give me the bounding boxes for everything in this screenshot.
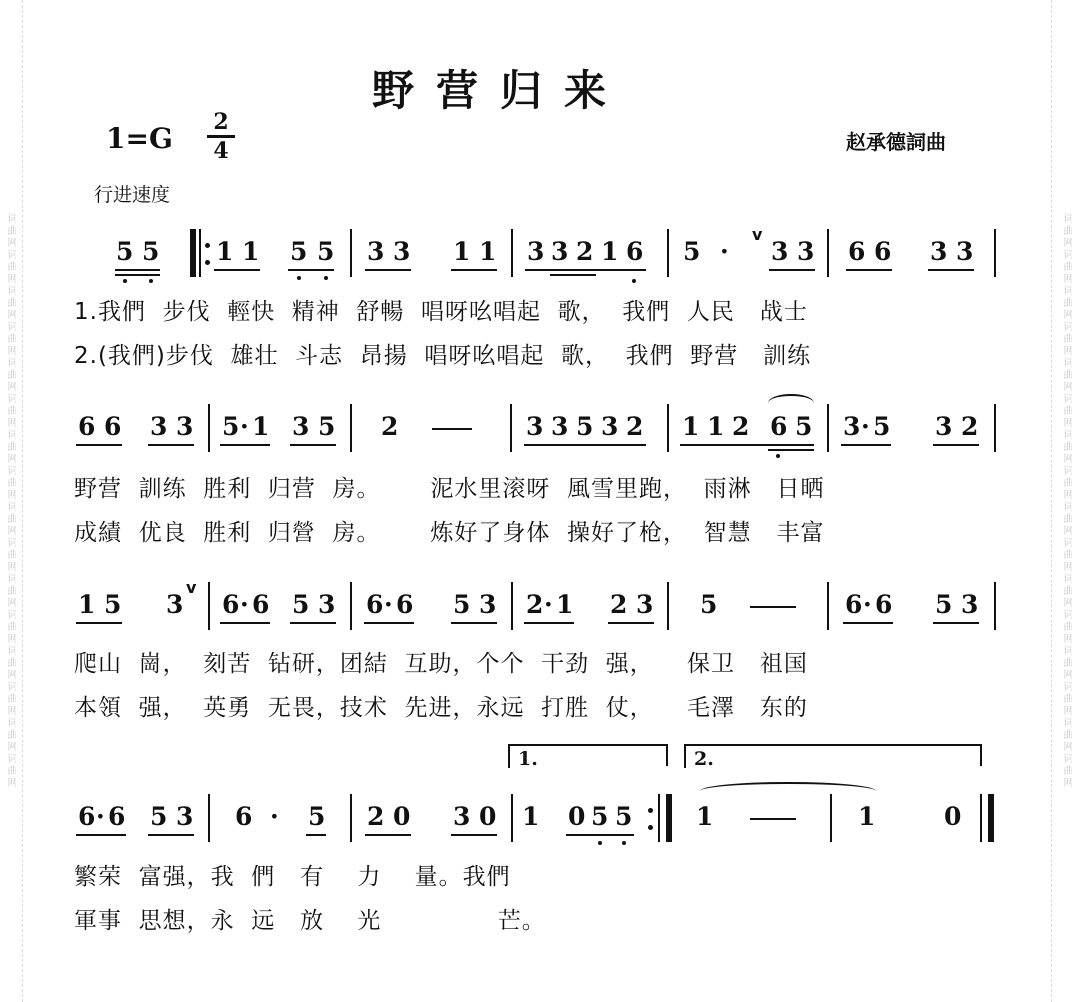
- note: 6: [252, 590, 270, 619]
- lyrics-s3-v1: 爬山 崗， 刻苦 钻研，团結 互助，个个 干劲 强， 保卫 祖国: [74, 651, 808, 677]
- second-ending-label: 2.: [694, 748, 714, 770]
- watermark-right: 词曲网词曲网词曲网词曲网词曲网词曲网词曲网词曲网词曲网词曲网词曲网词曲网词曲网词曲网词曲网词曲网: [1061, 213, 1072, 789]
- underline: [220, 622, 270, 624]
- barline: [511, 794, 513, 842]
- lyrics-s4-v2: 軍事 思想，永 远 放 光 芒。: [74, 908, 546, 934]
- note: 6: [235, 802, 253, 831]
- note: 5: [104, 590, 122, 619]
- note-dot: ·: [240, 590, 249, 619]
- note: 1: [522, 802, 540, 831]
- underline: [524, 444, 646, 446]
- note: 2: [626, 412, 644, 441]
- note: 3: [526, 412, 544, 441]
- underline: [290, 622, 336, 624]
- note: 0: [393, 802, 411, 831]
- barline: [994, 404, 996, 452]
- underline: [846, 269, 892, 271]
- note: 1: [601, 237, 619, 266]
- repeat-dot: [648, 808, 653, 813]
- barline: [667, 582, 669, 630]
- underline: [220, 444, 270, 446]
- barline: [980, 794, 982, 842]
- note: 5: [615, 802, 633, 831]
- note: 6: [875, 590, 893, 619]
- note: 5: [308, 802, 326, 831]
- note: 5: [318, 412, 336, 441]
- note: 6: [770, 412, 788, 441]
- note: 3: [843, 412, 861, 441]
- repeat-start: [190, 229, 196, 277]
- barline: [510, 404, 512, 452]
- note: 2: [961, 412, 979, 441]
- note: 1: [242, 237, 260, 266]
- note: 5: [591, 802, 609, 831]
- low-dot: [776, 454, 780, 458]
- barline: [350, 404, 352, 452]
- barline: [658, 794, 660, 842]
- note: 6: [396, 590, 414, 619]
- barline: [830, 794, 832, 842]
- underline: [933, 444, 979, 446]
- note: 1: [696, 802, 714, 831]
- lyrics-s2-v1: 野营 訓练 胜利 归营 房。 泥水里滚呀 風雪里跑， 雨淋 日晒: [74, 476, 825, 502]
- sustain-dash: [432, 428, 472, 430]
- staff-line-3: [70, 578, 1005, 638]
- tie: [700, 782, 876, 800]
- underline: [524, 622, 574, 624]
- note: 1: [78, 590, 96, 619]
- note-dot: ·: [863, 590, 872, 619]
- underline: [115, 269, 160, 271]
- barline: [667, 404, 669, 452]
- barline: [350, 229, 352, 277]
- note: 5: [142, 237, 160, 266]
- lyrics-s4-v1: 繁荣 富强，我 們 有 力 量。我們: [74, 864, 511, 890]
- note: 5: [576, 412, 594, 441]
- underline: [76, 834, 126, 836]
- note: 6: [626, 237, 644, 266]
- underline: [364, 622, 414, 624]
- underline: [148, 834, 194, 836]
- note: 6: [366, 590, 384, 619]
- lyrics-s3-v2: 本領 强， 英勇 无畏，技术 先进，永远 打胜 仗， 毛澤 东的: [74, 695, 808, 721]
- note: 3: [176, 412, 194, 441]
- low-dot: [632, 279, 636, 283]
- note: 6: [845, 590, 863, 619]
- underline: [843, 622, 893, 624]
- note: 5: [290, 237, 308, 266]
- key-signature: 1=G: [106, 122, 173, 155]
- final-barline: [988, 794, 994, 842]
- note: 3: [453, 802, 471, 831]
- underline: [451, 269, 497, 271]
- underline: [306, 834, 326, 836]
- note: 5: [683, 237, 701, 266]
- note: 3: [797, 237, 815, 266]
- repeat-dot: [648, 825, 653, 830]
- barline: [827, 404, 829, 452]
- underline: [769, 269, 815, 271]
- underline: [76, 444, 122, 446]
- note: 2: [610, 590, 628, 619]
- underline: [928, 269, 974, 271]
- underline: [214, 269, 260, 271]
- note: 3: [636, 590, 654, 619]
- breath-mark: v: [186, 578, 197, 597]
- note: 2: [732, 412, 750, 441]
- note: 5: [453, 590, 471, 619]
- low-dot: [123, 279, 127, 283]
- staff-line-2: [70, 400, 1005, 460]
- note: 1: [479, 237, 497, 266]
- note: 2: [576, 237, 594, 266]
- note: 3: [956, 237, 974, 266]
- staff-line-1: [70, 225, 1005, 285]
- low-dot: [149, 279, 153, 283]
- underline: [451, 622, 497, 624]
- note: 3: [601, 412, 619, 441]
- underline: [550, 274, 596, 276]
- note: 2: [526, 590, 544, 619]
- underline: [288, 269, 334, 271]
- note: 5: [150, 802, 168, 831]
- sustain-dash: [750, 818, 796, 820]
- note: 5: [222, 412, 240, 441]
- barline: [667, 229, 669, 277]
- staff-line-4: [70, 790, 1005, 850]
- low-dot: [324, 276, 328, 280]
- note-dot: ·: [270, 802, 279, 831]
- barline: [511, 229, 513, 277]
- note: 3: [150, 412, 168, 441]
- note: 3: [935, 412, 953, 441]
- note-dot: ·: [720, 237, 729, 266]
- low-dot: [622, 841, 626, 845]
- note-dot: ·: [861, 412, 870, 441]
- lyrics-s2-v2: 成績 优良 胜利 归營 房。 炼好了身体 操好了枪， 智慧 丰富: [74, 520, 825, 546]
- time-signature-top: 2: [213, 109, 229, 135]
- note: 3: [771, 237, 789, 266]
- note: 3: [551, 237, 569, 266]
- song-title: 野营归来: [371, 66, 628, 115]
- breath-mark: v: [752, 225, 763, 244]
- first-ending-bracket-end: [666, 744, 668, 766]
- slur: [768, 394, 814, 412]
- repeat-end: [666, 794, 672, 842]
- right-margin-line: [1051, 0, 1052, 1002]
- note: 1: [252, 412, 270, 441]
- underline: [115, 274, 160, 276]
- lyrics-s1-v1: 1.我們 步伐 輕快 精神 舒暢 唱呀吆唱起 歌， 我們 人民 战士: [74, 299, 808, 325]
- underline: [76, 622, 122, 624]
- note: 6: [108, 802, 126, 831]
- underline: [148, 444, 194, 446]
- underline: [525, 269, 646, 271]
- first-ending-bracket: [508, 744, 668, 768]
- note: 5: [700, 590, 718, 619]
- underline: [841, 444, 891, 446]
- second-ending-bracket-end: [980, 744, 982, 766]
- note: 3: [292, 412, 310, 441]
- barline: [208, 794, 210, 842]
- note: 2: [381, 412, 399, 441]
- note: 3: [393, 237, 411, 266]
- note: 3: [318, 590, 336, 619]
- barline: [208, 404, 210, 452]
- barline: [350, 582, 352, 630]
- repeat-dot: [205, 243, 210, 248]
- note-dot: ·: [240, 412, 249, 441]
- note: 6: [874, 237, 892, 266]
- note: 3: [527, 237, 545, 266]
- note: 6: [104, 412, 122, 441]
- note: 3: [930, 237, 948, 266]
- time-signature: [207, 110, 235, 163]
- note: 1: [707, 412, 725, 441]
- note-dot: ·: [96, 802, 105, 831]
- note: 6: [848, 237, 866, 266]
- barline: [827, 582, 829, 630]
- lyrics-s1-v2: 2.(我們)步伐 雄壮 斗志 昂揚 唱呀吆唱起 歌， 我們 野营 訓练: [74, 343, 812, 369]
- note: 3: [176, 802, 194, 831]
- note: 5: [292, 590, 310, 619]
- note: 5: [795, 412, 813, 441]
- underline: [365, 269, 411, 271]
- underline: [680, 444, 814, 446]
- note: 0: [568, 802, 586, 831]
- barline: [350, 794, 352, 842]
- barline: [511, 582, 513, 630]
- note: 6: [78, 802, 96, 831]
- underline: [566, 834, 634, 836]
- sustain-dash: [750, 606, 796, 608]
- note: 3: [961, 590, 979, 619]
- note-dot: ·: [384, 590, 393, 619]
- note: 5: [873, 412, 891, 441]
- watermark-left: 词曲网词曲网词曲网词曲网词曲网词曲网词曲网词曲网词曲网词曲网词曲网词曲网词曲网词曲网词曲网词曲网: [5, 213, 16, 789]
- second-ending-bracket: [684, 744, 982, 768]
- note: 3: [551, 412, 569, 441]
- note: 1: [556, 590, 574, 619]
- note: 3: [479, 590, 497, 619]
- underline: [451, 834, 497, 836]
- note: 5: [935, 590, 953, 619]
- barline: [199, 229, 201, 277]
- note: 6: [78, 412, 96, 441]
- note: 3: [166, 590, 184, 619]
- note: 5: [116, 237, 134, 266]
- left-margin-line: [22, 0, 23, 1002]
- note: 0: [479, 802, 497, 831]
- composer-credit: 赵承德詞曲: [846, 130, 946, 154]
- repeat-dot: [205, 260, 210, 265]
- note: 6: [222, 590, 240, 619]
- note: 1: [453, 237, 471, 266]
- low-dot: [598, 841, 602, 845]
- note: 5: [317, 237, 335, 266]
- barline: [994, 229, 996, 277]
- note: 1: [216, 237, 234, 266]
- barline: [827, 229, 829, 277]
- time-signature-bottom: 4: [213, 138, 229, 164]
- low-dot: [297, 276, 301, 280]
- first-ending-label: 1.: [518, 748, 538, 770]
- underline: [768, 449, 814, 451]
- note: 1: [858, 802, 876, 831]
- barline: [994, 582, 996, 630]
- note: 1: [682, 412, 700, 441]
- note: 0: [944, 802, 962, 831]
- note-dot: ·: [544, 590, 553, 619]
- barline: [208, 582, 210, 630]
- note: 2: [367, 802, 385, 831]
- tempo-marking: 行进速度: [94, 184, 171, 206]
- underline: [933, 622, 979, 624]
- underline: [365, 834, 411, 836]
- note: 3: [367, 237, 385, 266]
- underline: [290, 444, 336, 446]
- underline: [608, 622, 654, 624]
